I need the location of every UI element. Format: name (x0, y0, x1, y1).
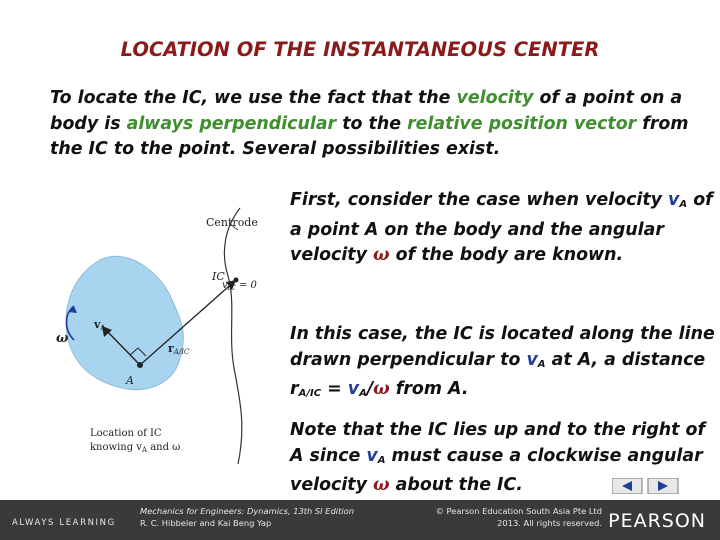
rigid-body-shape (66, 256, 183, 389)
pearson-logo: PEARSON (608, 510, 706, 532)
intro-paragraph: To locate the IC, we use the fact that the velocity of a point on a body is always perpendicular to the relative position vector from the IC to the point. Several possibilities exist. (50, 88, 689, 159)
point-a (137, 362, 143, 368)
vic-label: $v_{IC} = 0$ (222, 280, 257, 292)
omega-label: ω (56, 331, 69, 346)
centrode-curve (224, 208, 241, 464)
va-label: vA (94, 318, 106, 332)
paragraph-note: Note that the IC lies up and to the right of A since $v_A$ must cause a clockwise angular velocity ω about the IC. (290, 420, 706, 495)
ic-diagram (50, 200, 290, 470)
highlight-velocity: velocity (456, 88, 534, 108)
footer-tagline: ALWAYS LEARNING (12, 518, 116, 528)
r-label: rA/IC (168, 342, 190, 356)
paragraph-this-case: In this case, the IC is located along the line drawn perpendicular to $v_A$ at A, a distance $r_{A/IC} = v_A/\omega$ from A. (290, 324, 715, 399)
omega-symbol: ω (373, 245, 390, 265)
caption-line-2: knowing $v_A$ and ω (90, 442, 181, 454)
footer-book-info: Mechanics for Engineers: Dynamics, 13th SI Edition R. C. Hibbeler and Kai Beng Yap (140, 506, 354, 528)
footer-copyright: © Pearson Education South Asia Pte Ltd 2013. All rights reserved. (435, 506, 602, 528)
caption-line-1: Location of IC (90, 428, 162, 439)
ic-label: IC (212, 270, 225, 283)
paragraph-first-case: First, consider the case when velocity $v_A$ of a point A on the body and the angular velocity ω of the body are known. (290, 190, 713, 265)
centrode-label: Centrode (206, 216, 258, 229)
slide-navigation (612, 478, 680, 494)
nav-next-button[interactable] (648, 478, 678, 494)
a-label: A (126, 374, 134, 387)
slide-title: LOCATION OF THE INSTANTANEOUS CENTER (120, 38, 600, 61)
omega-symbol: ω (373, 475, 390, 495)
footer-bar (0, 500, 720, 540)
highlight-always-perpendicular: always perpendicular (126, 113, 337, 134)
omega-symbol: ω (373, 379, 390, 399)
highlight-relative-position-vector: relative position vector (407, 113, 637, 134)
nav-prev-button[interactable] (612, 478, 642, 494)
